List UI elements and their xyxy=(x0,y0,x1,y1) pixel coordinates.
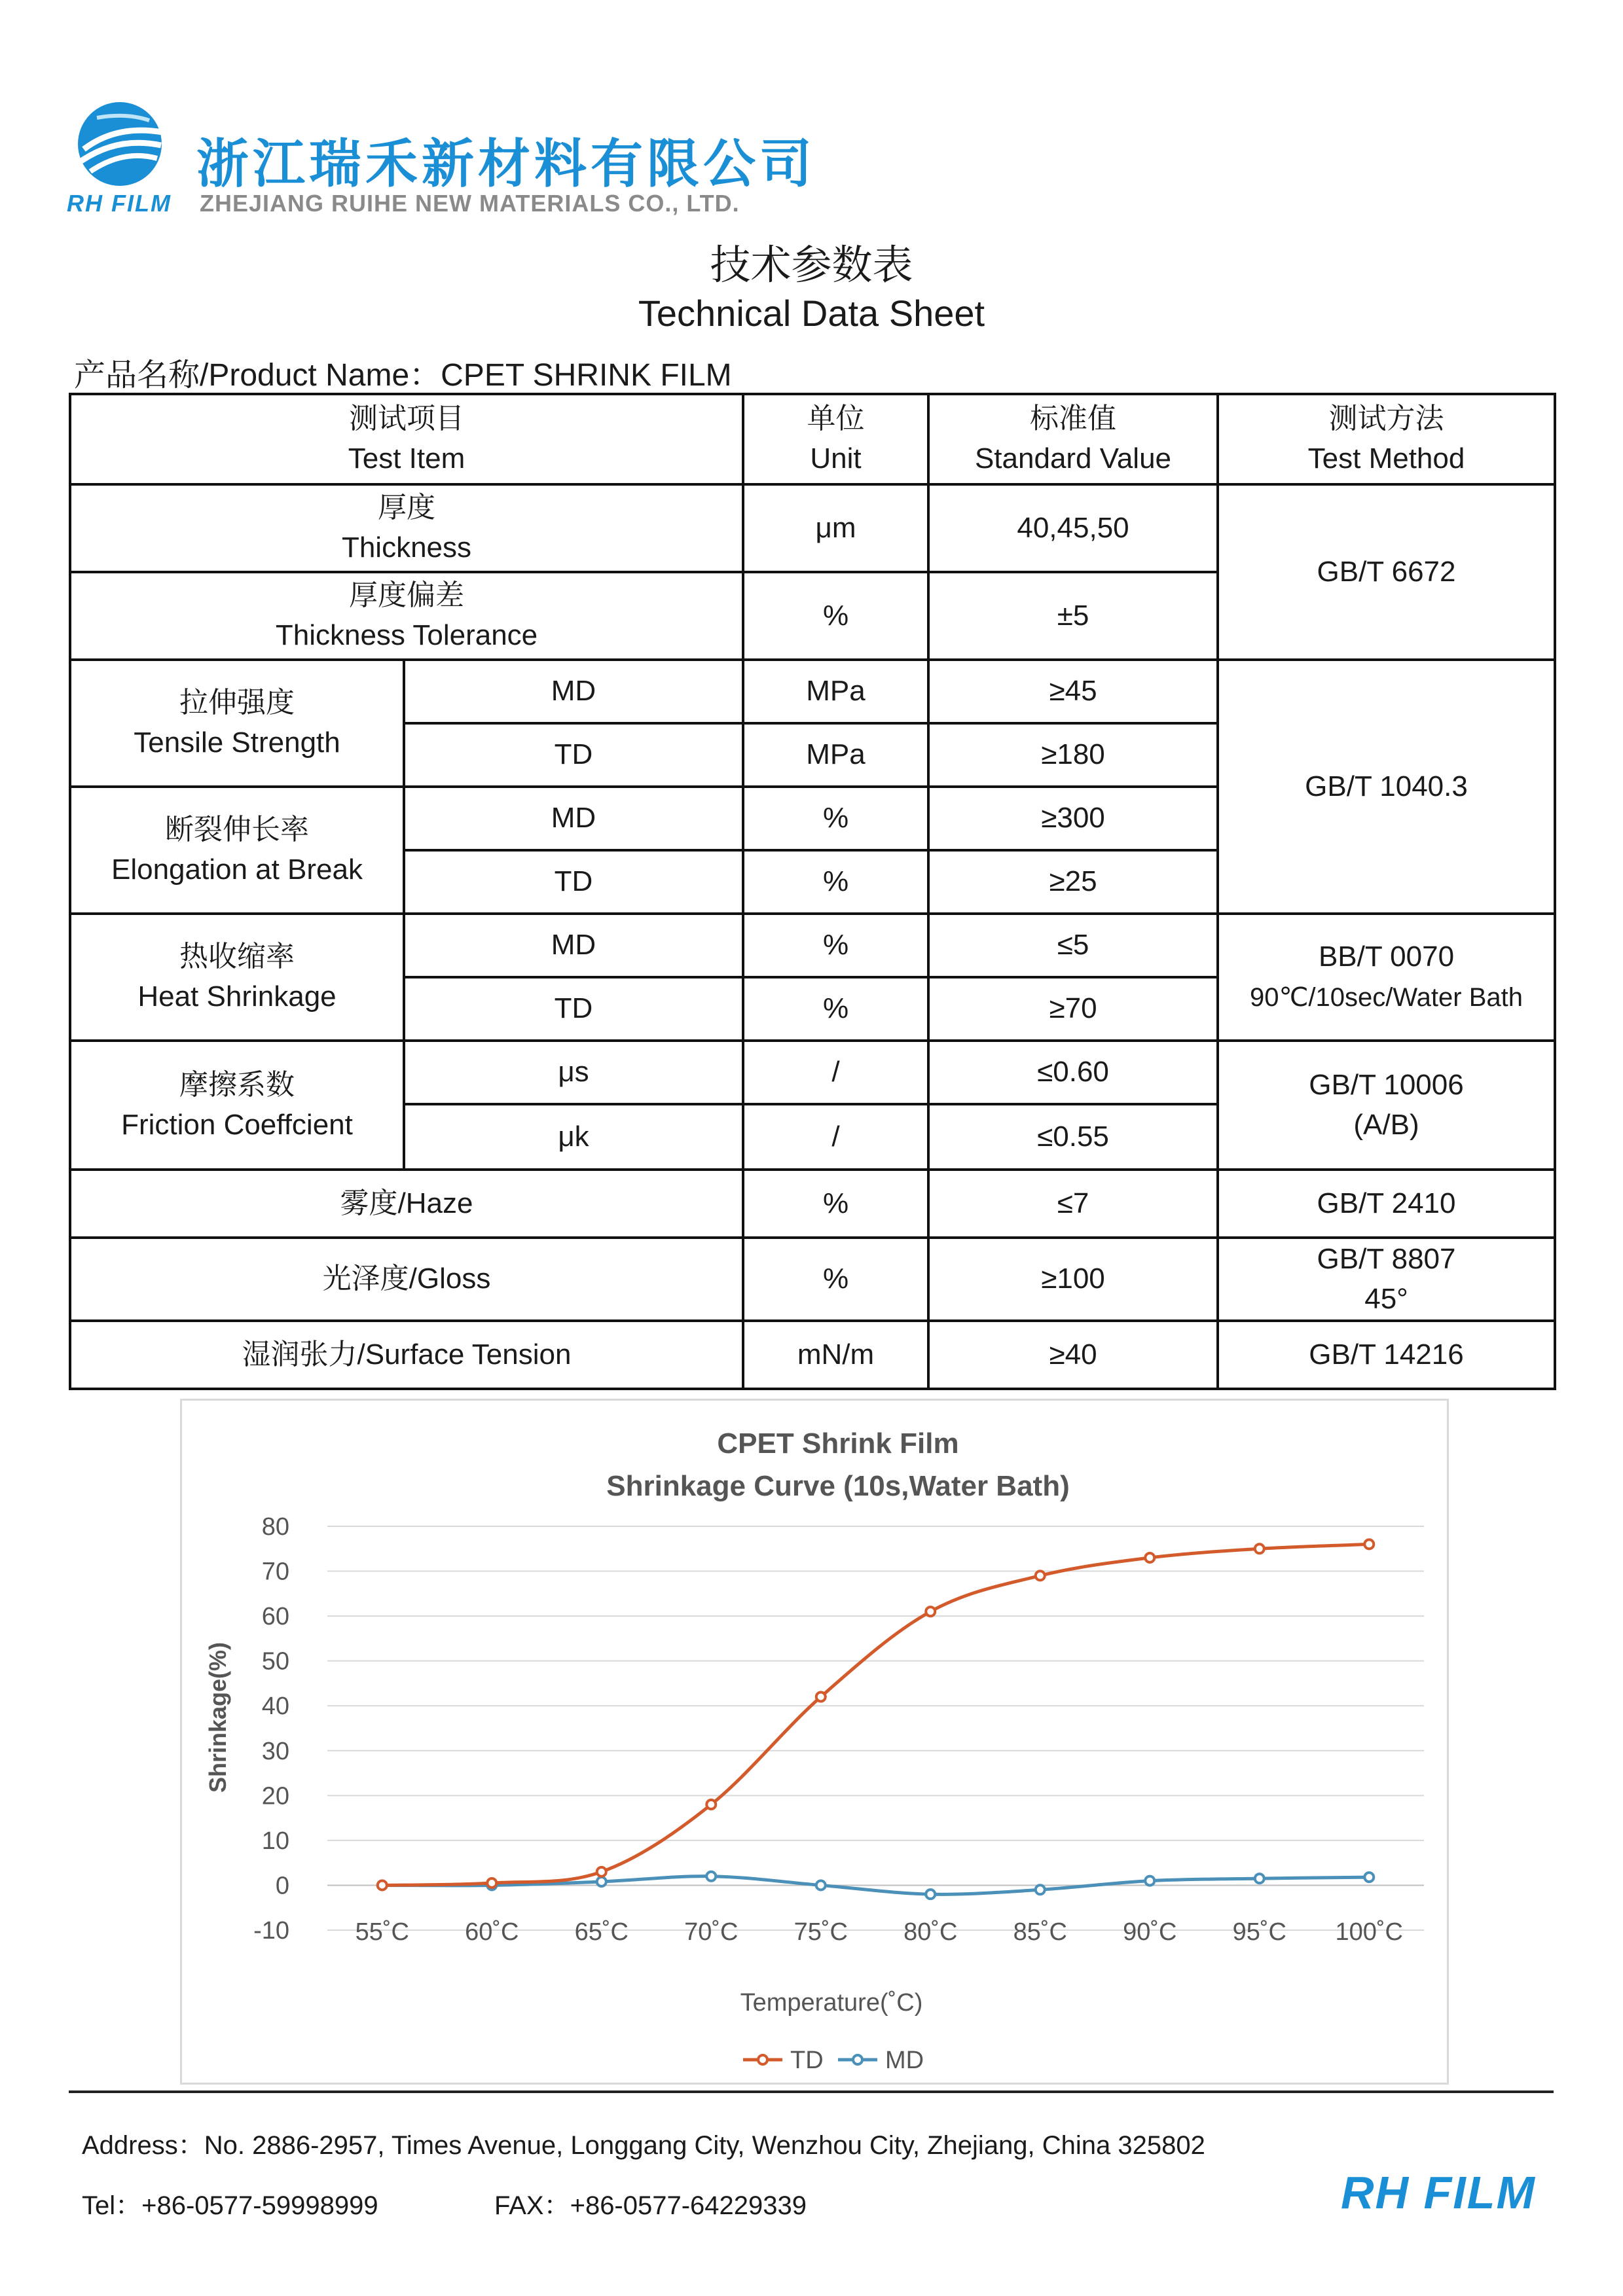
y-tick-label: 10 xyxy=(261,1827,289,1855)
friction-k-dir: μk xyxy=(404,1104,743,1170)
chart-subtitle: Shrinkage Curve (10s,Water Bath) xyxy=(606,1470,1070,1502)
data-point-td xyxy=(706,1800,716,1809)
legend-label-md: MD xyxy=(885,2047,924,2074)
document-title-cn: 技术参数表 xyxy=(710,243,913,288)
gloss-method: GB/T 8807 45° xyxy=(1218,1238,1555,1321)
data-point-md xyxy=(1036,1885,1045,1894)
table-row xyxy=(70,914,1555,977)
logo-tagline: RH FILM xyxy=(67,190,172,217)
friction-label: 摩擦系数 Friction Coeffcient xyxy=(70,1041,404,1170)
friction-k-unit: / xyxy=(743,1104,928,1170)
data-point-td xyxy=(597,1867,606,1876)
shrinkage-td-dir: TD xyxy=(404,977,743,1041)
x-tick-label: 70˚C xyxy=(684,1918,739,1946)
data-point-td xyxy=(487,1878,496,1888)
friction-s-dir: μs xyxy=(404,1041,743,1104)
table-row xyxy=(70,1321,1555,1389)
footer-divider xyxy=(69,2090,1554,2093)
x-tick-label: 60˚C xyxy=(465,1918,519,1946)
tensile-md-value: ≥45 xyxy=(928,660,1218,723)
table-row xyxy=(70,484,1555,572)
thickness-tolerance-value: ±5 xyxy=(928,572,1218,660)
elongation-label: 断裂伸长率 Elongation at Break xyxy=(70,787,404,914)
friction-k-value: ≤0.55 xyxy=(928,1104,1218,1170)
spec-table xyxy=(69,393,1556,1390)
footer-fax: FAX：+86-0577-64229339 xyxy=(494,2191,807,2220)
gloss-label: 光泽度/Gloss xyxy=(70,1238,743,1321)
shrinkage-method: BB/T 0070 90℃/10sec/Water Bath xyxy=(1218,914,1555,1041)
data-point-td xyxy=(816,1693,826,1702)
data-point-md xyxy=(1255,1874,1264,1883)
thickness-unit: μm xyxy=(743,484,928,572)
gloss-unit: % xyxy=(743,1238,928,1321)
tensile-md-dir: MD xyxy=(404,660,743,723)
tensile-td-value: ≥180 xyxy=(928,723,1218,787)
surface-tension-label: 湿润张力/Surface Tension xyxy=(70,1321,743,1389)
tensile-md-unit: MPa xyxy=(743,660,928,723)
document-title-en: Technical Data Sheet xyxy=(638,293,985,334)
x-tick-label: 75˚C xyxy=(793,1918,848,1946)
haze-label: 雾度/Haze xyxy=(70,1170,743,1238)
tensile-label: 拉伸强度 Tensile Strength xyxy=(70,660,404,787)
surface-tension-value: ≥40 xyxy=(928,1321,1218,1389)
thickness-label: 厚度 Thickness xyxy=(70,484,743,572)
thickness-method: GB/T 6672 xyxy=(1218,484,1555,660)
data-point-md xyxy=(926,1890,935,1899)
x-axis-label: Temperature(˚C) xyxy=(740,1989,923,2017)
mechanical-method: GB/T 1040.3 xyxy=(1218,660,1555,914)
data-point-td xyxy=(1145,1553,1154,1562)
x-tick-label: 90˚C xyxy=(1123,1918,1177,1946)
header-unit: 单位 Unit xyxy=(743,394,928,484)
x-tick-label: 100˚C xyxy=(1335,1918,1403,1946)
table-row xyxy=(70,1170,1555,1238)
gloss-value: ≥100 xyxy=(928,1238,1218,1321)
y-tick-label: 30 xyxy=(261,1737,289,1765)
company-logo-icon xyxy=(71,98,169,190)
table-header-row xyxy=(70,394,1555,484)
shrinkage-md-value: ≤5 xyxy=(928,914,1218,977)
data-point-md xyxy=(1364,1873,1374,1882)
y-tick-label: 0 xyxy=(275,1872,289,1900)
shrinkage-md-dir: MD xyxy=(404,914,743,977)
header-test-method: 测试方法 Test Method xyxy=(1218,394,1555,484)
x-tick-label: 85˚C xyxy=(1013,1918,1067,1946)
shrinkage-md-unit: % xyxy=(743,914,928,977)
legend-label-td: TD xyxy=(790,2047,824,2074)
shrinkage-td-unit: % xyxy=(743,977,928,1041)
x-tick-label: 95˚C xyxy=(1232,1918,1286,1946)
y-tick-label: 80 xyxy=(261,1513,289,1541)
table-row xyxy=(70,1041,1555,1104)
elongation-td-dir: TD xyxy=(404,850,743,914)
legend-marker-td xyxy=(758,2055,767,2064)
tensile-td-dir: TD xyxy=(404,723,743,787)
y-tick-label: 50 xyxy=(261,1647,289,1676)
footer-address: Address：No. 2886-2957, Times Avenue, Longgang City, Wenzhou City, Zhejiang, China 325802 xyxy=(82,2131,1205,2160)
tensile-td-unit: MPa xyxy=(743,723,928,787)
data-point-td xyxy=(1036,1571,1045,1580)
thickness-value: 40,45,50 xyxy=(928,484,1218,572)
data-point-md xyxy=(706,1872,716,1881)
haze-method: GB/T 2410 xyxy=(1218,1170,1555,1238)
company-name-en: ZHEJIANG RUIHE NEW MATERIALS CO., LTD. xyxy=(200,190,740,217)
product-name-line: 产品名称/Product Name：CPET SHRINK FILM xyxy=(74,358,732,393)
shrinkage-td-value: ≥70 xyxy=(928,977,1218,1041)
chart-legend xyxy=(743,2047,924,2074)
header-test-item: 测试项目 Test Item xyxy=(70,394,743,484)
y-tick-label: -10 xyxy=(253,1917,289,1945)
header-standard-value: 标准值 Standard Value xyxy=(928,394,1218,484)
elongation-td-unit: % xyxy=(743,850,928,914)
x-tick-label: 65˚C xyxy=(574,1918,629,1946)
company-name-cn: 浙江瑞禾新材料有限公司 xyxy=(196,135,816,193)
table-row xyxy=(70,660,1555,723)
y-axis-label: Shrinkage(%) xyxy=(204,1641,231,1793)
x-tick-label: 80˚C xyxy=(903,1918,958,1946)
elongation-td-value: ≥25 xyxy=(928,850,1218,914)
friction-s-unit: / xyxy=(743,1041,928,1104)
chart-title: CPET Shrink Film xyxy=(717,1427,959,1460)
y-tick-label: 60 xyxy=(261,1603,289,1631)
footer-tel: Tel：+86-0577-59998999 xyxy=(82,2191,378,2220)
thickness-tolerance-label: 厚度偏差 Thickness Tolerance xyxy=(70,572,743,660)
data-point-td xyxy=(926,1607,935,1616)
y-tick-label: 20 xyxy=(261,1782,289,1810)
shrinkage-label: 热收缩率 Heat Shrinkage xyxy=(70,914,404,1041)
elongation-md-value: ≥300 xyxy=(928,787,1218,850)
footer-brand: RH FILM xyxy=(1341,2167,1536,2218)
shrinkage-chart xyxy=(180,1399,1447,2083)
y-tick-label: 40 xyxy=(261,1693,289,1721)
surface-tension-unit: mN/m xyxy=(743,1321,928,1389)
friction-s-value: ≤0.60 xyxy=(928,1041,1218,1104)
x-tick-label: 55˚C xyxy=(355,1918,409,1946)
data-point-md xyxy=(597,1877,606,1886)
data-point-md xyxy=(816,1880,826,1890)
table-row xyxy=(70,1238,1555,1321)
series-line-td xyxy=(382,1544,1370,1885)
data-point-td xyxy=(1364,1539,1374,1549)
haze-unit: % xyxy=(743,1170,928,1238)
data-point-td xyxy=(1255,1544,1264,1553)
data-point-md xyxy=(1145,1876,1154,1886)
haze-value: ≤7 xyxy=(928,1170,1218,1238)
data-point-td xyxy=(378,1880,387,1890)
elongation-md-unit: % xyxy=(743,787,928,850)
y-tick-label: 70 xyxy=(261,1558,289,1586)
surface-tension-method: GB/T 14216 xyxy=(1218,1321,1555,1389)
legend-marker-md xyxy=(853,2055,862,2064)
thickness-tolerance-unit: % xyxy=(743,572,928,660)
elongation-md-dir: MD xyxy=(404,787,743,850)
friction-method: GB/T 10006 (A/B) xyxy=(1218,1041,1555,1170)
